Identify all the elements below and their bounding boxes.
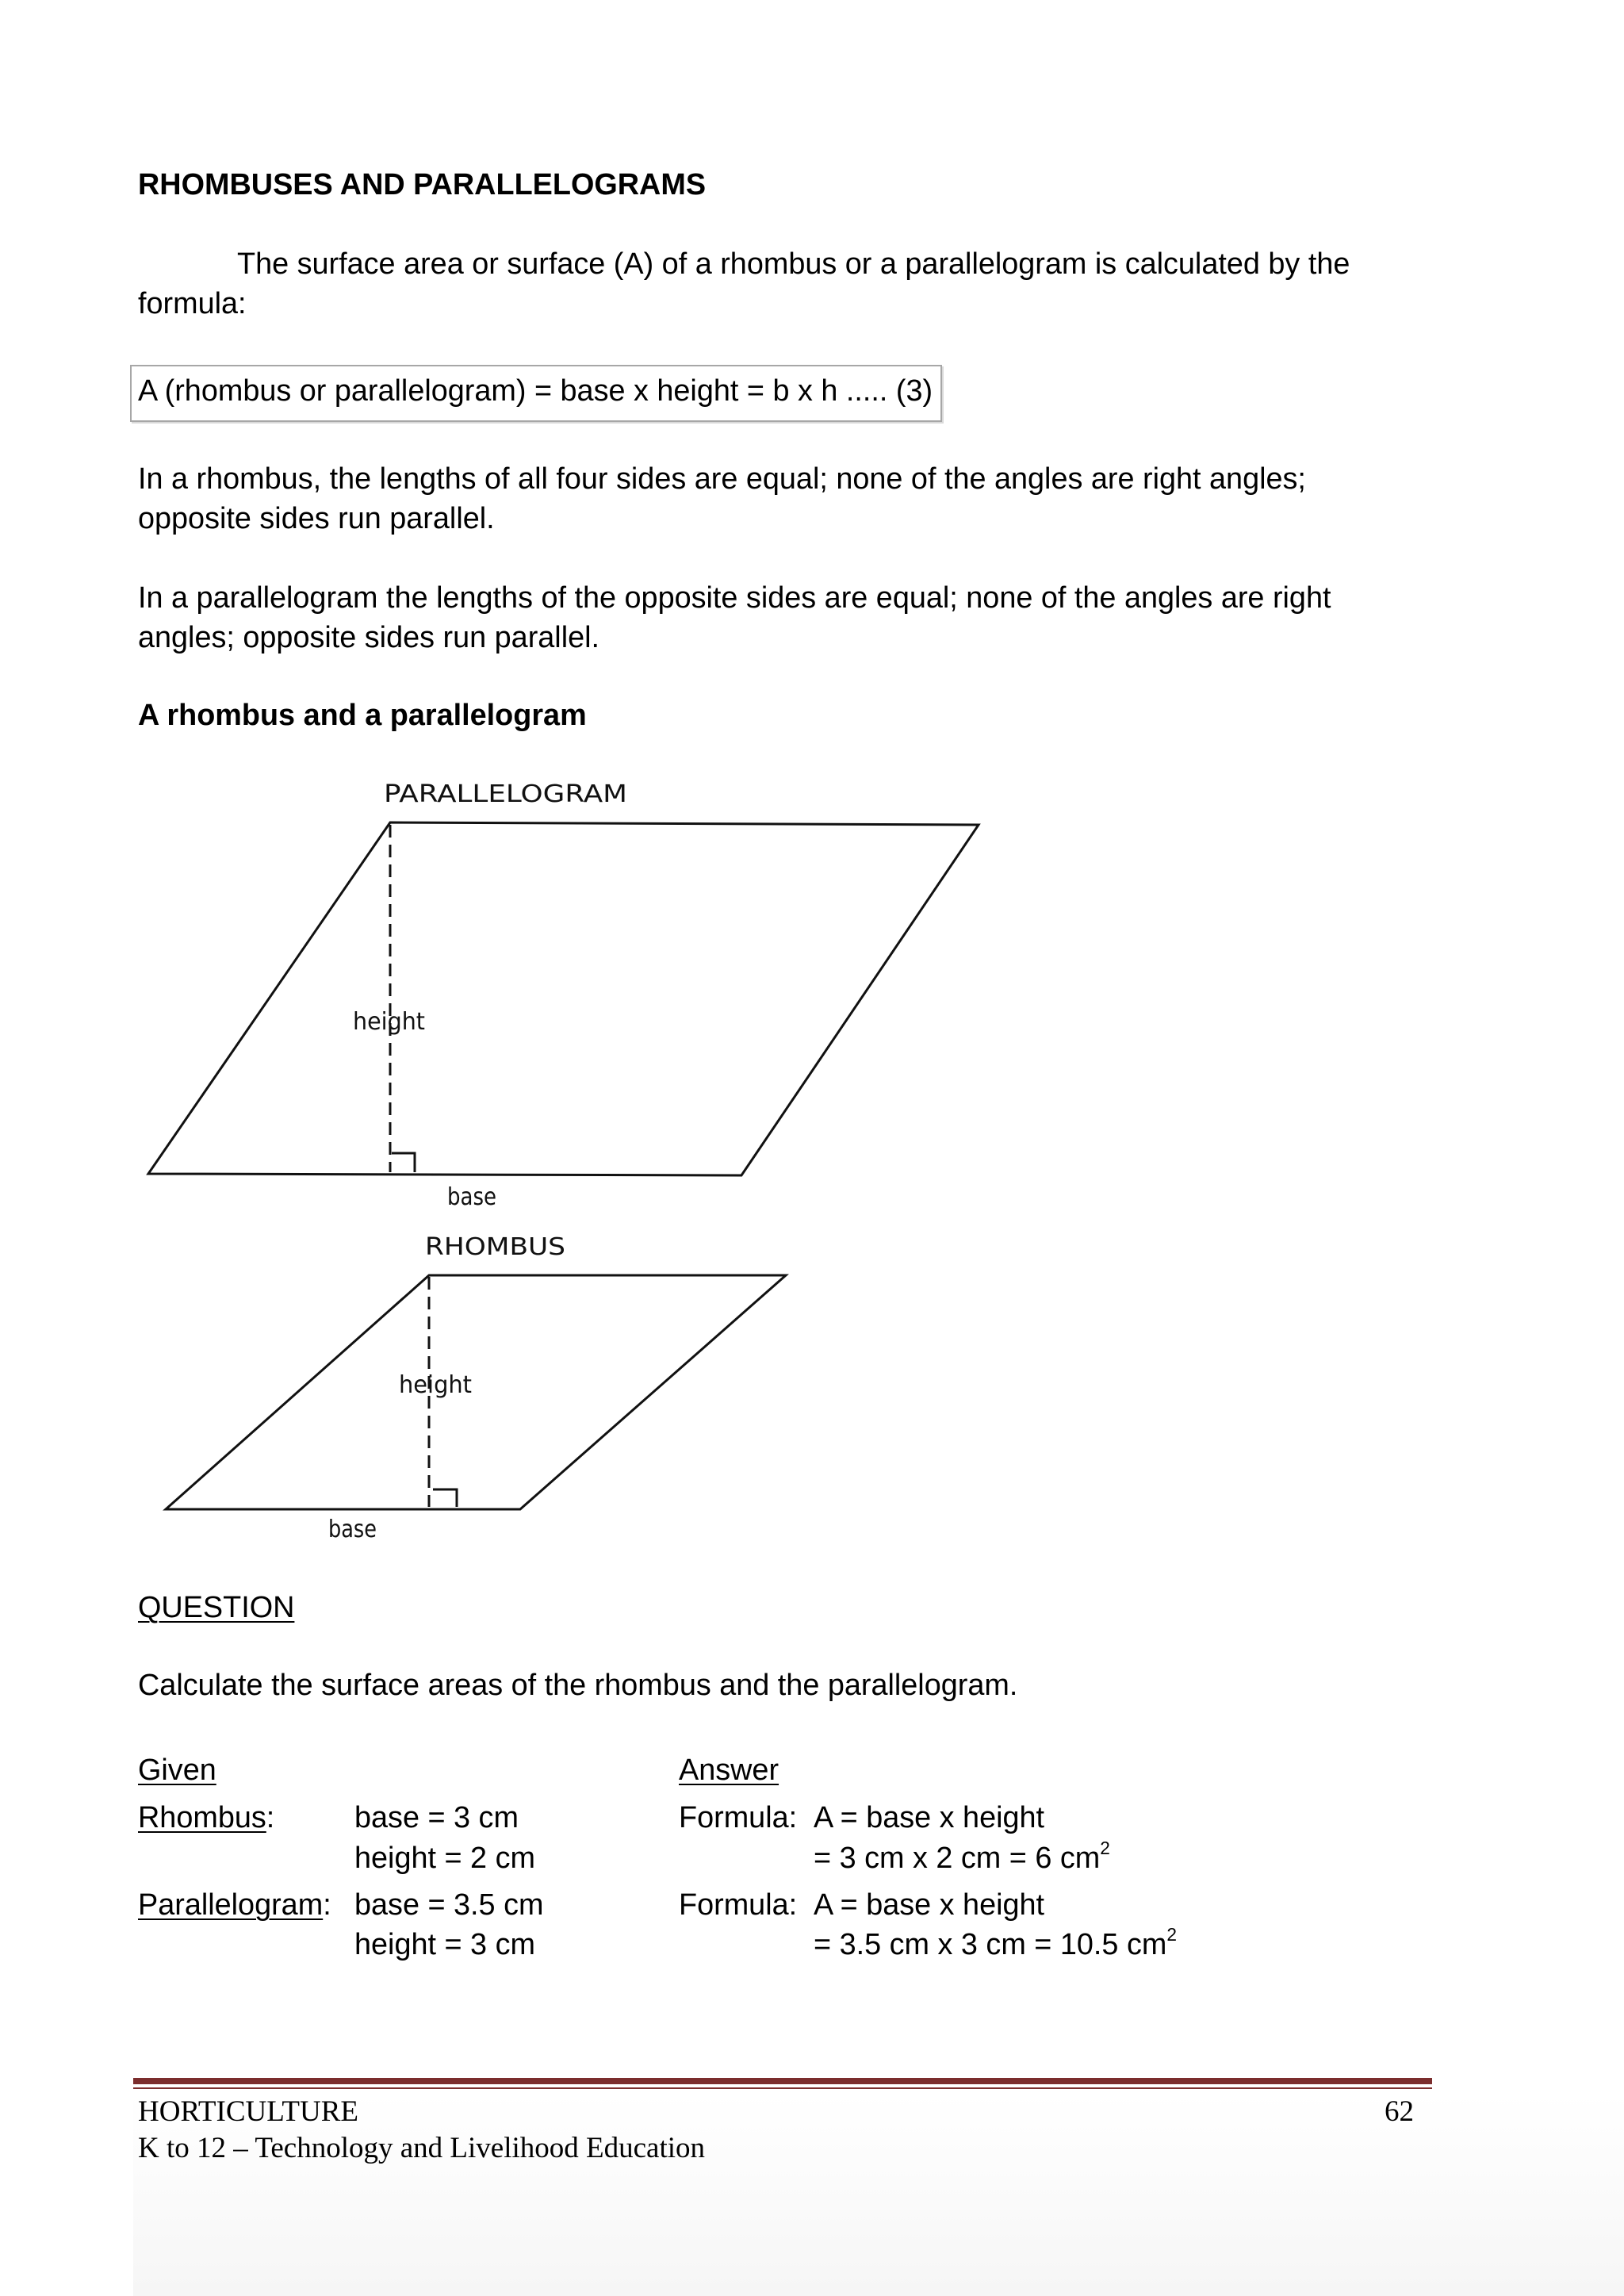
question-heading: QUESTION (138, 1591, 295, 1624)
parallelogram-formula: A = base x height (814, 1888, 1045, 1922)
rhombus-drawing (166, 1233, 786, 1543)
intro-line-1: The surface area or surface (A) of a rhombus or a parallelogram is calculated by the (237, 247, 1350, 281)
parallelogram-definition-line-1: In a parallelogram the lengths of the opposite sides are equal; none of the angles are right (138, 581, 1331, 615)
rhombus-result-exponent: 2 (1100, 1838, 1110, 1858)
parallelogram-result (814, 1925, 1177, 1964)
parallelogram-title: PARALLELOGRAM (384, 780, 627, 808)
rhombus-height-value: height = 2 cm (354, 1842, 535, 1875)
parallelogram-definition-line-2: angles; opposite sides run parallel. (138, 621, 600, 654)
section-title: RHOMBUSES AND PARALLELOGRAMS (138, 168, 707, 201)
rhombus-outline (166, 1275, 786, 1509)
rhombus-result (814, 1838, 1110, 1878)
parallelogram-outline (148, 822, 979, 1175)
parallelogram-height-value: height = 3 cm (354, 1928, 535, 1961)
rhombus-result-text: = 3 cm x 2 cm = 6 cm (814, 1842, 1101, 1875)
parallelogram-base-label: base (447, 1183, 496, 1211)
parallelogram-shape-name: Parallelogram (138, 1888, 324, 1922)
rhombus-right-angle-marker (433, 1489, 457, 1507)
question-prompt: Calculate the surface areas of the rhombus and the parallelogram. (138, 1669, 1018, 1702)
rhombus-formula-label: Formula: (679, 1801, 798, 1834)
given-heading: Given (138, 1754, 216, 1787)
rhombus-base-value: base = 3 cm (354, 1801, 519, 1834)
parallelogram-result-text: = 3.5 cm x 3 cm = 10.5 cm (814, 1928, 1167, 1961)
parallelogram-drawing (148, 780, 979, 1211)
parallelogram-height-label: height (353, 1008, 426, 1036)
parallelogram-formula-label: Formula: (679, 1888, 798, 1922)
parallelogram-right-angle-marker (392, 1153, 415, 1172)
rhombus-height-label: height (399, 1371, 473, 1399)
rhombus-label-colon: : (266, 1801, 275, 1834)
formula-box-text: A (rhombus or parallelogram) = base x height = b x h ..... (3) (138, 374, 933, 408)
formula-box (130, 365, 942, 422)
rhombus-definition-line-2: opposite sides run parallel. (138, 502, 495, 535)
figure-heading: A rhombus and a parallelogram (138, 699, 587, 732)
parallelogram-base-value: base = 3.5 cm (354, 1888, 544, 1922)
rhombus-given-label (138, 1798, 274, 1838)
rhombus-formula: A = base x height (814, 1801, 1045, 1834)
footer-subject: HORTICULTURE (138, 2095, 359, 2128)
parallelogram-label-colon: : (323, 1888, 331, 1922)
page-number: 62 (1385, 2095, 1414, 2128)
rhombus-shape-name: Rhombus (138, 1801, 266, 1834)
footer-curriculum: K to 12 – Technology and Livelihood Education (138, 2132, 706, 2164)
rhombus-definition-line-1: In a rhombus, the lengths of all four sides are equal; none of the angles are right angles; (138, 462, 1306, 496)
parallelogram-result-exponent: 2 (1166, 1924, 1177, 1945)
footer-rule-thick (133, 2078, 1432, 2084)
rhombus-title: RHOMBUS (425, 1233, 565, 1261)
footer-rule-thin (133, 2087, 1432, 2089)
shapes-figure (0, 761, 1624, 1554)
parallelogram-given-label (138, 1885, 331, 1925)
intro-line-2: formula: (138, 287, 247, 320)
answer-heading: Answer (679, 1754, 779, 1787)
rhombus-base-label: base (328, 1516, 377, 1543)
